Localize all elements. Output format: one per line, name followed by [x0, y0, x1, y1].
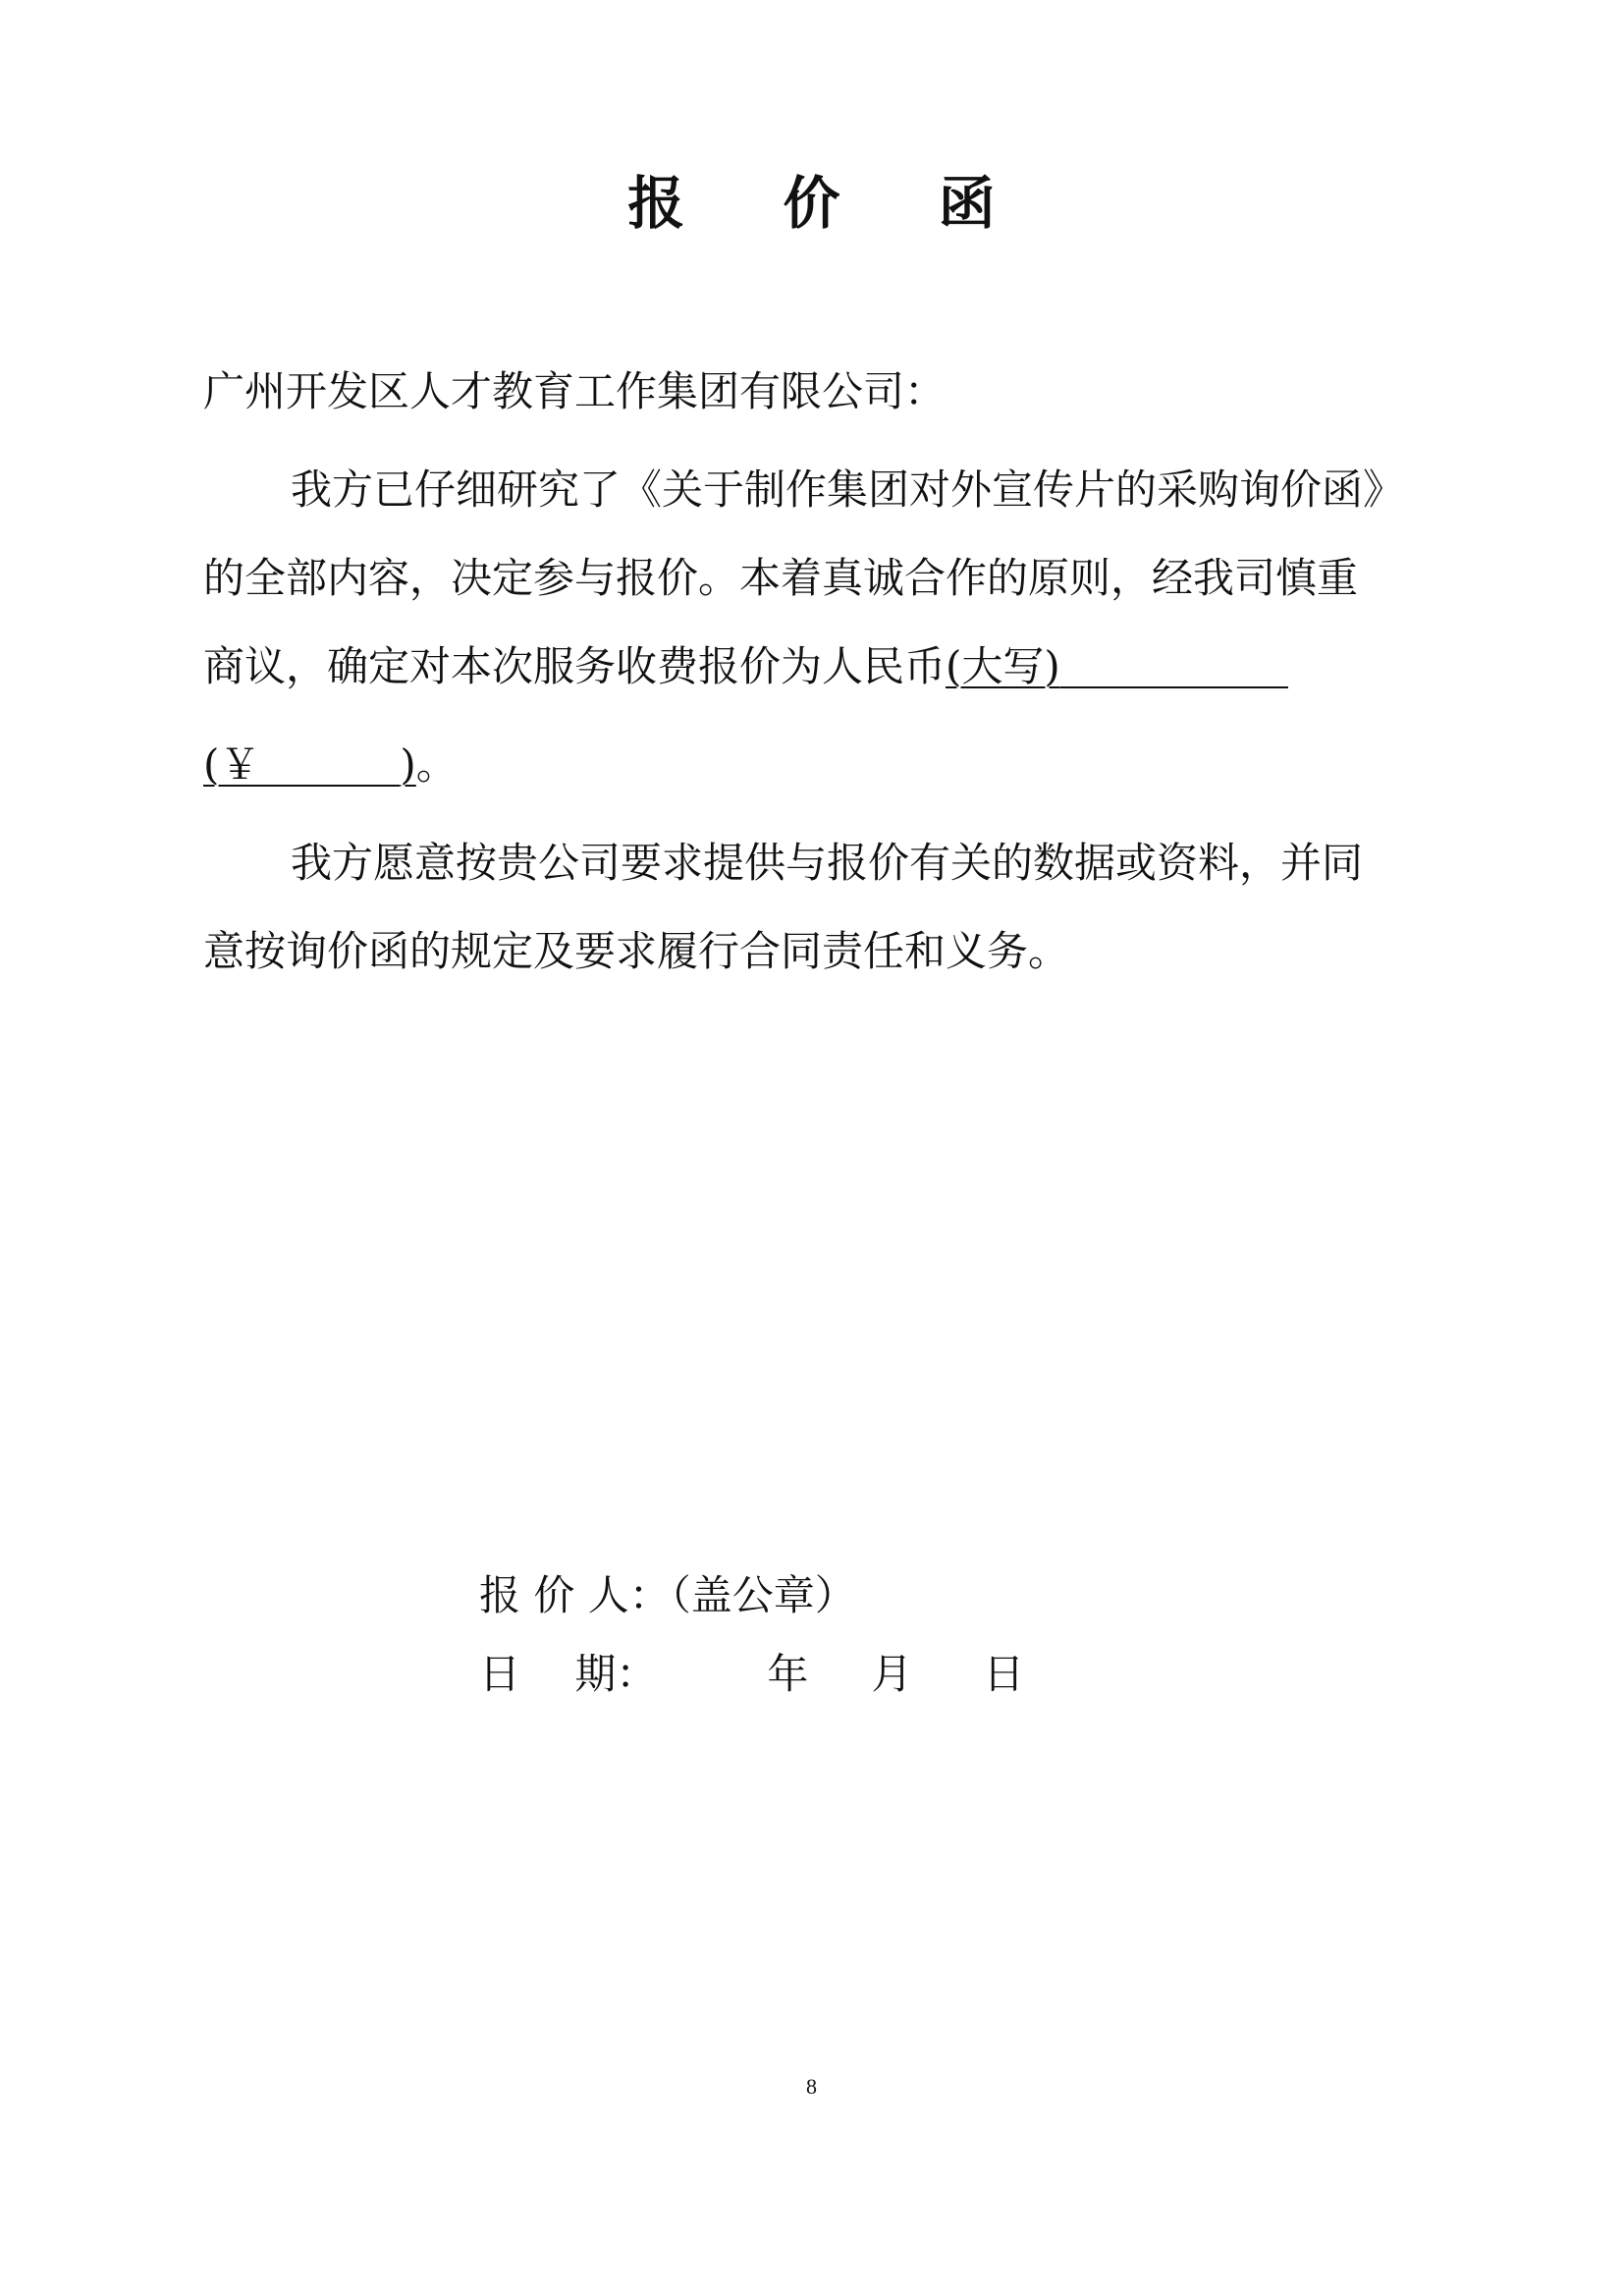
paragraph1-line1: 我方已仔细研究了《关于制作集团对外宣传片的采购询价函》: [291, 465, 1405, 514]
amount-figure-blank: [260, 755, 400, 787]
paragraph1-line3-text: 商议，确定对本次服务收费报价为人民币: [203, 642, 947, 690]
date-day: 日: [983, 1650, 1025, 1698]
addressee: 广州开发区人才教育工作集团有限公司：: [203, 367, 947, 415]
date-label: 日 期：: [479, 1650, 658, 1698]
amount-figure-close: ): [400, 740, 416, 789]
page-number: 8: [806, 2074, 817, 2099]
amount-figure-open: (￥: [203, 740, 261, 789]
paragraph1-line3: [203, 642, 1288, 690]
date-row: [479, 1650, 1025, 1698]
amount-figure-end: 。: [415, 740, 458, 789]
paragraph1-line2: 的全部内容，决定参与报价。本着真诚合作的原则，经我司慎重: [203, 554, 1359, 602]
paragraph1-line4: [203, 740, 458, 789]
date-year: 年: [767, 1650, 809, 1698]
paragraph2-line1: 我方愿意按贵公司要求提供与报价有关的数据或资料，并同: [291, 839, 1364, 887]
amount-words-blank: [1060, 657, 1288, 688]
quoter-label: 报 价 人：（盖公章）: [479, 1571, 856, 1619]
document-title: 报 价 函: [627, 170, 1035, 237]
paragraph2-line2: 意按询价函的规定及要求履行合同责任和义务。: [203, 927, 1070, 975]
date-month: 月: [871, 1650, 913, 1698]
amount-words-label: (大写): [946, 642, 1060, 690]
